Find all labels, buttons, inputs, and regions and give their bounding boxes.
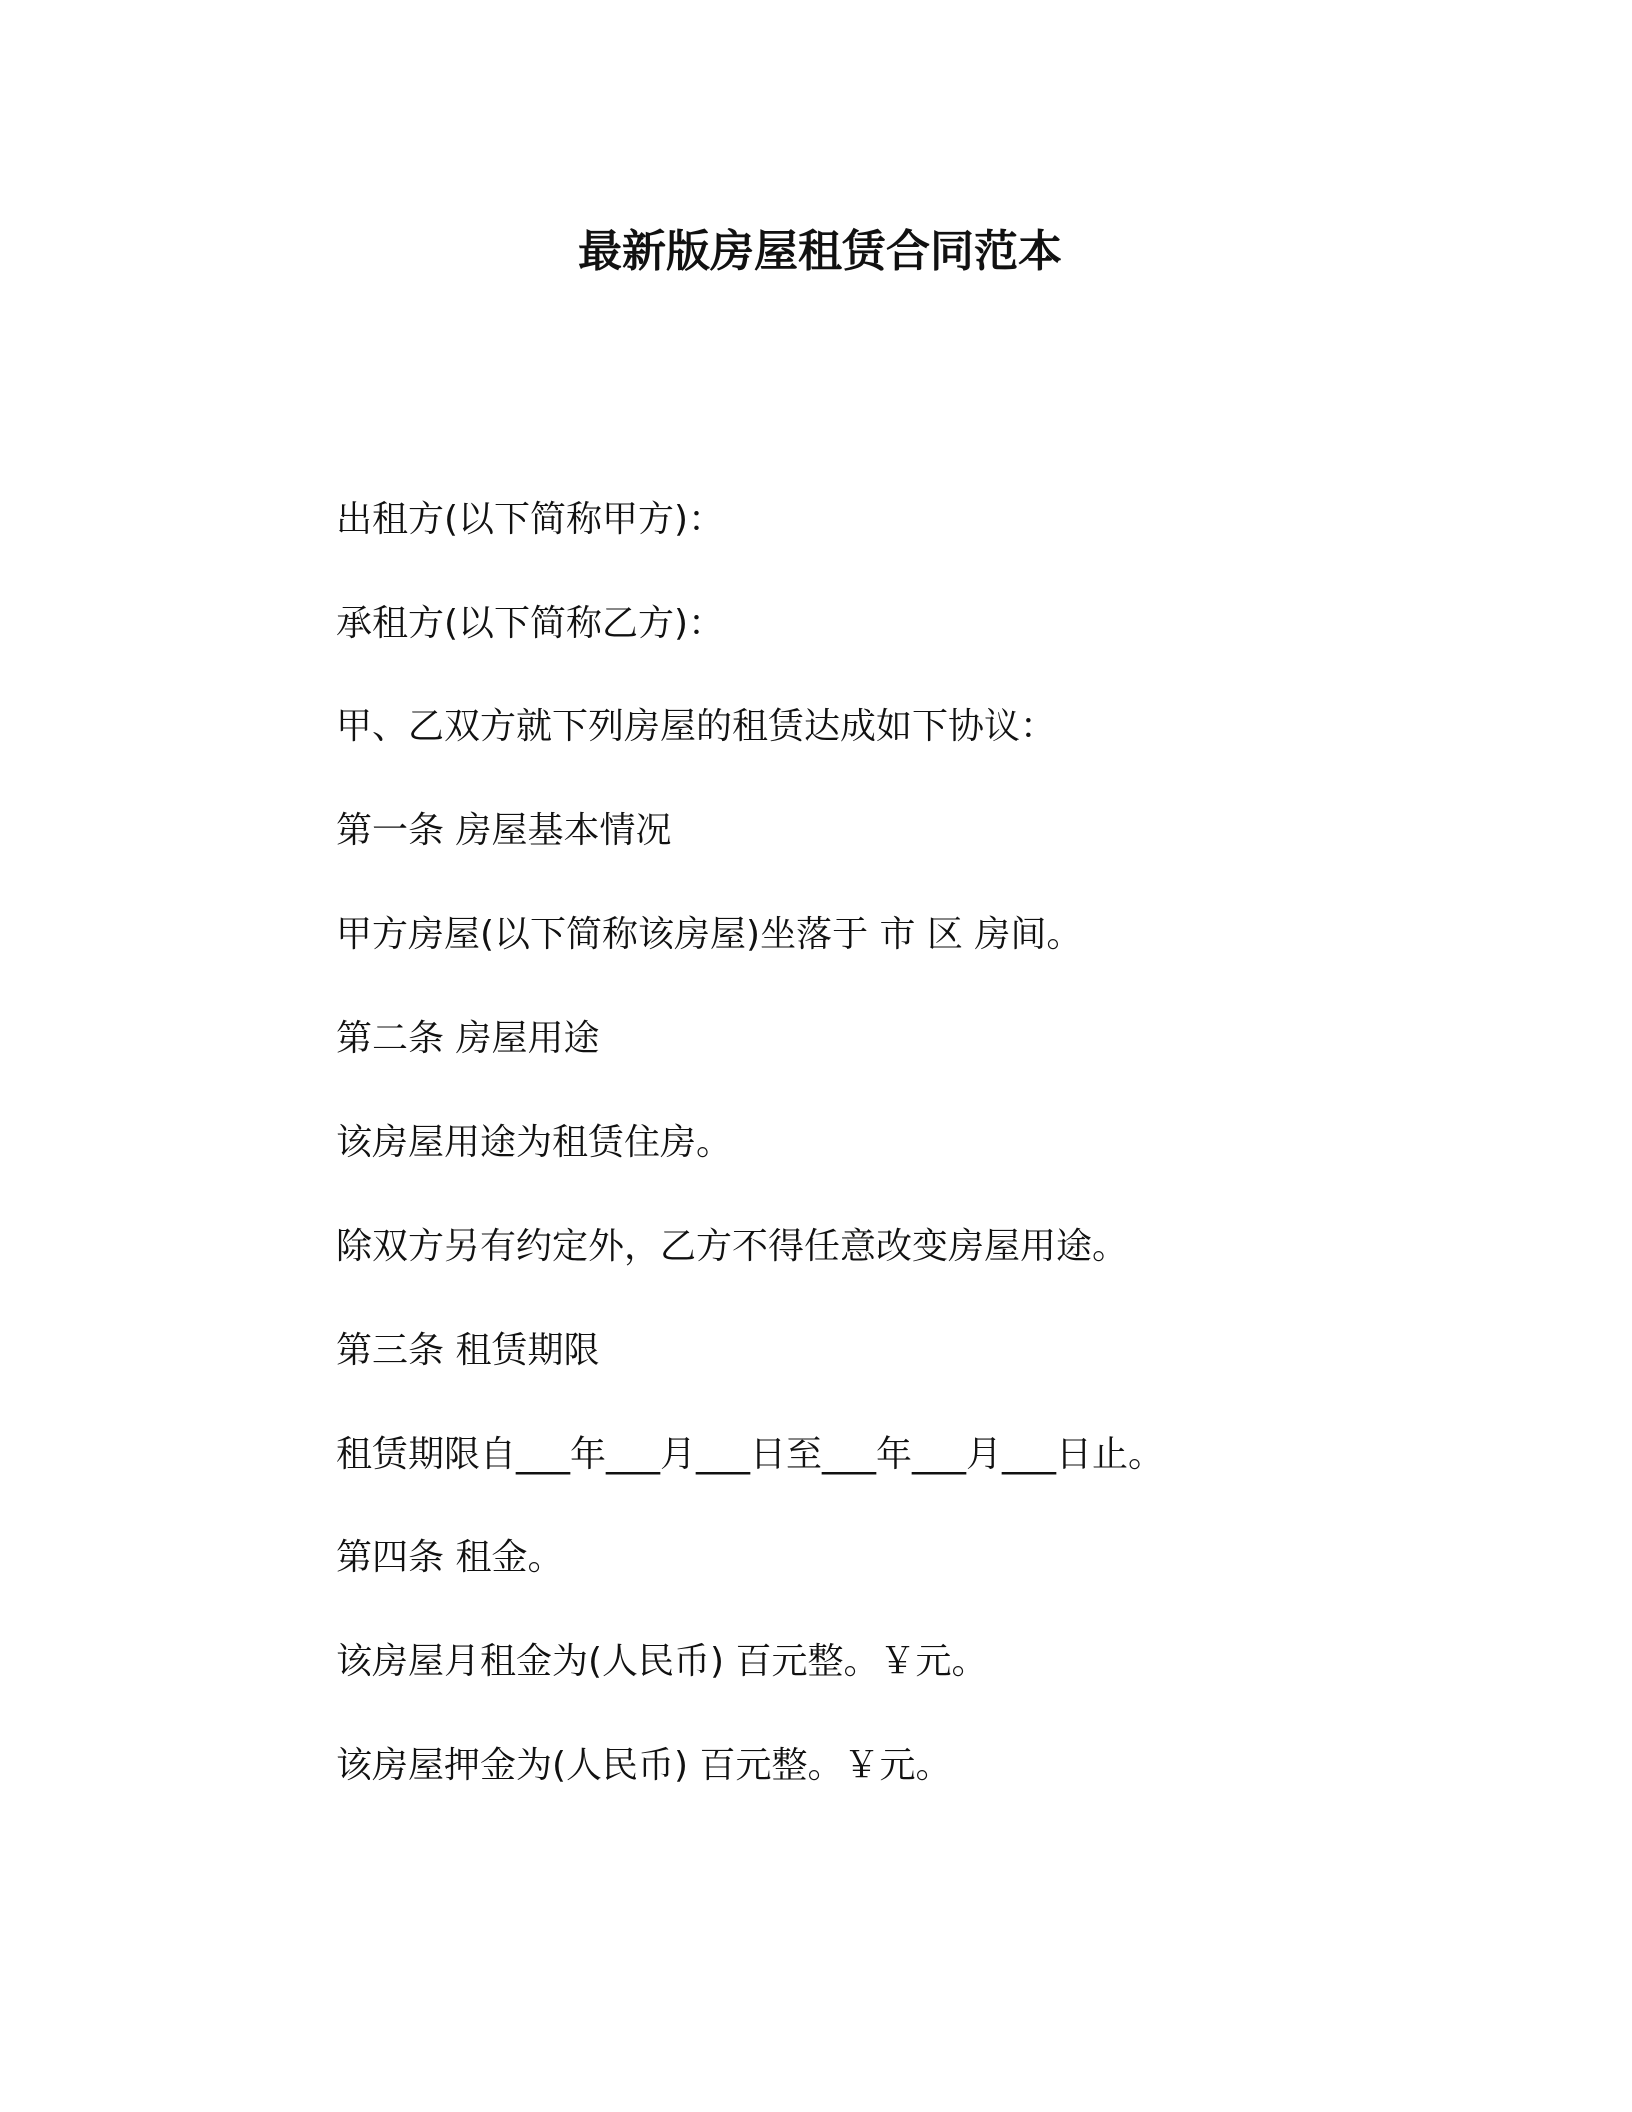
paragraph-house-location: 甲方房屋(以下简称该房屋)坐落于 市 区 房间。 xyxy=(336,914,1083,955)
paragraph-lease-term: 租赁期限自___年___月___日至___年___月___日止。 xyxy=(336,1434,1165,1475)
article-1-heading: 第一条 房屋基本情况 xyxy=(336,810,672,851)
article-2-heading: 第二条 房屋用途 xyxy=(336,1018,600,1059)
paragraph-agreement-intro: 甲、乙双方就下列房屋的租赁达成如下协议： xyxy=(336,706,1057,747)
article-4-heading: 第四条 租金。 xyxy=(336,1537,564,1578)
paragraph-monthly-rent: 该房屋月租金为(人民币) 百元整。￥元。 xyxy=(336,1641,988,1682)
paragraph-house-use: 该房屋用途为租赁住房。 xyxy=(336,1122,733,1163)
document-title: 最新版房屋租赁合同范本 xyxy=(578,226,1062,277)
article-3-heading: 第三条 租赁期限 xyxy=(336,1330,600,1371)
paragraph-lessor: 出租方(以下简称甲方)： xyxy=(336,499,725,540)
paragraph-deposit: 该房屋押金为(人民币) 百元整。￥元。 xyxy=(336,1745,952,1786)
paragraph-use-restriction: 除双方另有约定外，乙方不得任意改变房屋用途。 xyxy=(336,1226,1129,1267)
paragraph-lessee: 承租方(以下简称乙方)： xyxy=(336,603,725,644)
